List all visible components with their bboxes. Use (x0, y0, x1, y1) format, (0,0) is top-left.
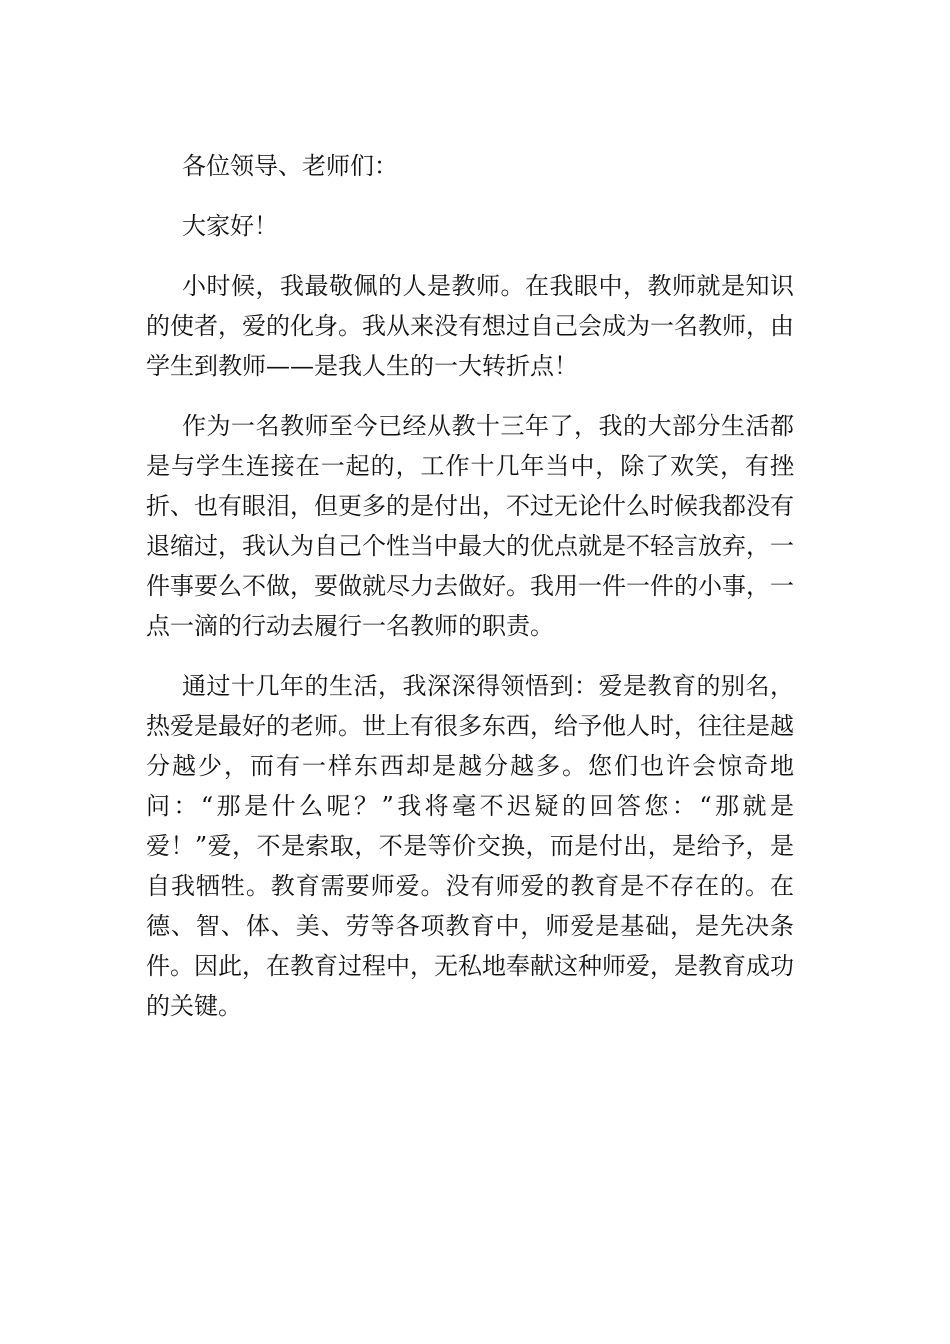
paragraph-2: 作为一名教师至今已经从教十三年了，我的大部分生活都是与学生连接在一起的，工作十几年当中，除了欢笑，有挫折、也有眼泪，但更多的是付出，不过无论什么时候我都没有退缩过，我认为自己个性当中最大的优点就是不轻言放弃，一件事要么不做，要做就尽力去做好。我用一件一件的小事，一点一滴的行动去履行一名教师的职责。 (146, 412, 794, 640)
salutation: 各位领导、老师们： (182, 152, 398, 180)
greeting: 大家好！ (182, 212, 278, 240)
paragraph-1: 小时候，我最敬佩的人是教师。在我眼中，教师就是知识的使者，爱的化身。我从来没有想过自己会成为一名教师，由学生到教师——是我人生的一大转折点！ (146, 272, 794, 380)
document-body (146, 146, 794, 1046)
paragraph-3: 通过十几年的生活，我深深得领悟到：爱是教育的别名，热爱是最好的老师。世上有很多东西，给予他人时，往往是越分越少，而有一样东西却是越分越多。您们也许会惊奇地问：“那是什么呢？”我将毫不迟疑的回答您：“那就是爱！”爱，不是索取，不是等价交换，而是付出，是给予，是自我牺牲。教育需要师爱。没有师爱的教育是不存在的。在德、智、体、美、劳等各项教育中，师爱是基础，是先决条件。因此，在教育过程中，无私地奉献这种师爱，是教育成功的关键。 (146, 672, 794, 1020)
